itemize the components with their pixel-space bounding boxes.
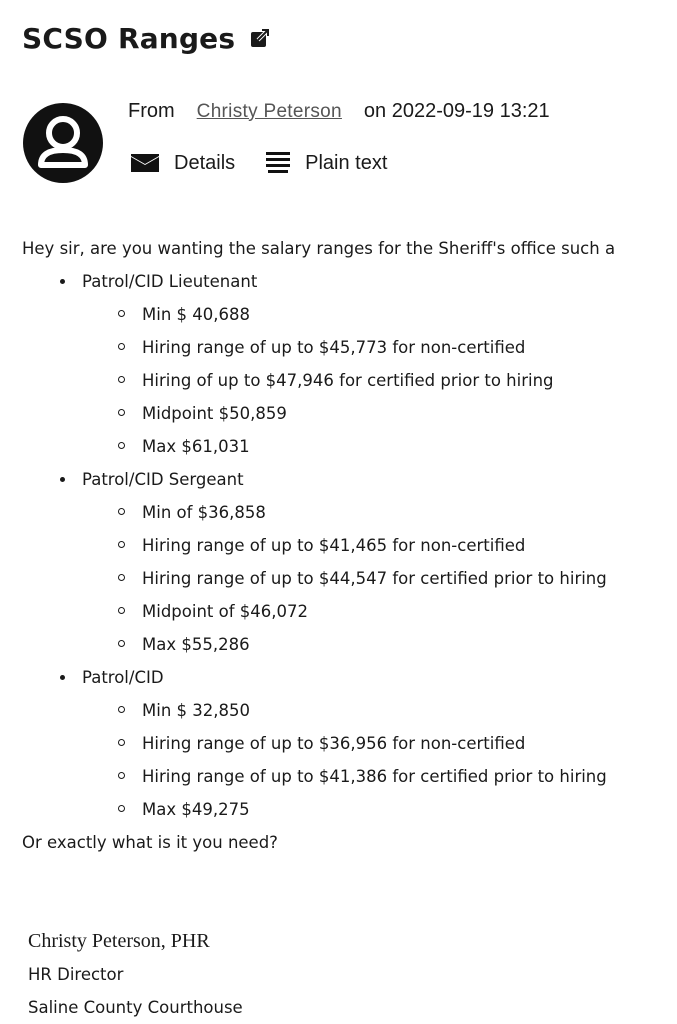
signature-name: Christy Peterson, PHR [28,930,210,952]
email-meta [128,100,550,123]
position-title: Patrol/CID Sergeant [82,463,672,496]
range-item: Hiring range of up to $44,547 for certified prior to hiring [142,562,672,595]
range-item: Max $49,275 [142,793,672,826]
range-item: Min of $36,858 [142,496,672,529]
email-body [22,232,672,859]
text-lines-icon [265,150,291,176]
position-title: Patrol/CID Lieutenant [82,265,672,298]
date-prefix: on [363,100,387,122]
range-item: Hiring range of up to $45,773 for non-certified [142,331,672,364]
range-item: Max $55,286 [142,628,672,661]
from-label: From [128,100,175,122]
details-button[interactable] [130,152,235,175]
range-item: Hiring range of up to $41,386 for certified prior to hiring [142,760,672,793]
range-item: Min $ 40,688 [142,298,672,331]
plain-text-label: Plain text [305,151,388,174]
plain-text-button[interactable] [265,150,387,176]
outro-text: Or exactly what is it you need? [22,833,278,852]
range-item: Hiring range of up to $36,956 for non-certified [142,727,672,760]
range-item: Min $ 32,850 [142,694,672,727]
range-list [82,298,672,463]
position-item [82,463,672,661]
range-item: Max $61,031 [142,430,672,463]
user-avatar-icon [23,103,103,183]
range-item: Midpoint of $46,072 [142,595,672,628]
positions-list [22,265,672,826]
signature-title: HR Director [28,965,124,984]
intro-text: Hey sir, are you wanting the salary ranges for the Sheriff's office such a [22,239,616,258]
date-value: 2022-09-19 13:21 [391,100,550,122]
sender-avatar [23,103,103,183]
email-signature [28,925,243,1024]
range-item: Hiring of up to $47,946 for certified prior to hiring [142,364,672,397]
external-link-icon[interactable] [249,28,271,50]
signature-org: Saline County Courthouse [28,998,243,1017]
range-list [82,694,672,826]
range-item: Hiring range of up to $41,465 for non-certified [142,529,672,562]
email-actions [130,150,387,176]
details-label: Details [174,151,236,174]
range-list [82,496,672,661]
email-subject: SCSO Ranges [22,22,236,55]
position-item [82,661,672,826]
sender-link[interactable]: Christy Peterson [196,100,342,122]
envelope-icon [130,153,160,173]
position-title: Patrol/CID [82,661,672,694]
position-item [82,265,672,463]
subject-header [22,22,271,55]
email-date [364,100,550,123]
range-item: Midpoint $50,859 [142,397,672,430]
